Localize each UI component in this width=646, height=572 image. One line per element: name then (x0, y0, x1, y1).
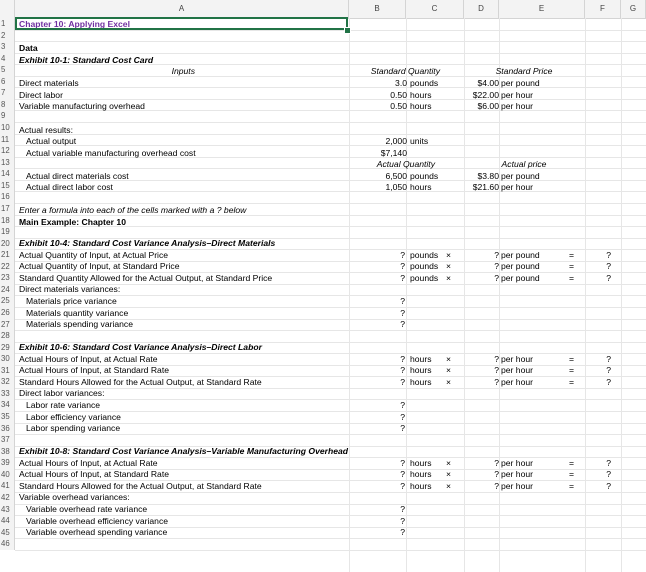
actual-voh-label[interactable]: Actual variable manufacturing overhead cost (26, 147, 196, 158)
ex_10_6-line-2-rate-unit[interactable]: per hour (501, 365, 534, 376)
row-header-35[interactable]: 35 (0, 411, 15, 423)
actual-results-title[interactable]: Actual results: (19, 124, 73, 135)
ex_10_8-variance-2-cell[interactable]: ? (400, 515, 405, 526)
row-header-2[interactable]: 2 (0, 30, 15, 42)
ex_10_8-line-3-rate-unit[interactable]: per hour (501, 480, 534, 491)
ex_10_8-variance-1-cell[interactable]: ? (400, 504, 405, 515)
ex_10_8-line-1[interactable]: Actual Hours of Input, at Actual Rate (19, 457, 158, 468)
ex_10_4-line-2-result-cell[interactable]: ? (606, 261, 611, 272)
main-example-label[interactable]: Main Example: Chapter 10 (19, 216, 126, 227)
ex_10_6-line-1-result-cell[interactable]: ? (606, 353, 611, 364)
row-header-36[interactable]: 36 (0, 423, 15, 435)
ex_10_6-line-3-result-cell[interactable]: ? (606, 376, 611, 387)
row-header-23[interactable]: 23 (0, 272, 15, 284)
row-header-21[interactable]: 21 (0, 249, 15, 261)
row-header-34[interactable]: 34 (0, 399, 15, 411)
dm-std-price-unit[interactable]: per pound (501, 78, 540, 88)
ex_10_6-variance-2-cell[interactable]: ? (400, 411, 405, 422)
select-all-corner[interactable] (0, 0, 15, 18)
actual-dm-price[interactable]: $3.80 (477, 170, 499, 181)
ex_10_8-line-3-qty-unit[interactable]: hours (410, 480, 432, 491)
ex_10_8-variance-3[interactable]: Variable overhead spending variance (26, 527, 168, 538)
ex_10_6-line-2-times-sign[interactable]: × (446, 365, 452, 376)
ex_10_6-title[interactable]: Exhibit 10-6: Standard Cost Variance Analysis–Direct Labor (19, 342, 262, 353)
ex_10_6-line-2-rate-cell[interactable]: ? (494, 365, 499, 376)
ex_10_4-line-3-rate-cell[interactable]: ? (494, 272, 499, 283)
row-header-9[interactable]: 9 (0, 110, 15, 122)
ex_10_4-line-2-times-sign[interactable]: × (446, 261, 452, 272)
row-gridline (15, 122, 646, 123)
ex_10_4-line-1[interactable]: Actual Quantity of Input, at Actual Price (19, 249, 169, 260)
row-gridline (15, 550, 646, 551)
row-header-14[interactable]: 14 (0, 168, 15, 180)
actual-dl-qty-unit[interactable]: hours (410, 182, 432, 192)
row-header-24[interactable]: 24 (0, 284, 15, 296)
actual-voh-value[interactable]: $7,140 (380, 147, 407, 158)
actual-dm-qty-unit[interactable]: pounds (410, 170, 439, 181)
column-header-b[interactable]: B (349, 0, 406, 18)
ex_10_4-line-2[interactable]: Actual Quantity of Input, at Standard Price (19, 261, 180, 272)
ex_10_6-line-1-qty-cell[interactable]: ? (400, 353, 405, 364)
row-header-45[interactable]: 45 (0, 527, 15, 539)
ex_10_4-variance-1-cell[interactable]: ? (400, 295, 405, 306)
ex_10_6-line-2-equals-sign[interactable]: = (569, 365, 575, 376)
ex_10_4-title[interactable]: Exhibit 10-4: Standard Cost Variance Analysis–Direct Materials (19, 238, 276, 249)
ex_10_6-line-2[interactable]: Actual Hours of Input, at Standard Rate (19, 365, 170, 376)
column-header-c[interactable]: C (406, 0, 464, 18)
column-header-e[interactable]: E (499, 0, 585, 18)
ex_10_4-line-1-rate-unit[interactable]: per pound (501, 249, 540, 260)
ex_10_8-variance-3-cell[interactable]: ? (400, 527, 405, 538)
row-header-20[interactable]: 20 (0, 238, 15, 250)
voh-std-qty-unit[interactable]: hours (410, 101, 432, 111)
column-header-f[interactable]: F (585, 0, 621, 18)
row-header-22[interactable]: 22 (0, 261, 15, 273)
row-gridline (15, 399, 646, 400)
ex_10_6-line-3-equals-sign[interactable]: = (569, 376, 575, 387)
dl-std-price[interactable]: $22.00 (472, 89, 499, 100)
ex_10_4-line-1-qty-cell[interactable]: ? (400, 249, 405, 260)
ex_10_8-line-2-rate-unit[interactable]: per hour (501, 469, 534, 480)
dl-std-price-unit[interactable]: per hour (501, 89, 534, 100)
row-header-30[interactable]: 30 (0, 353, 15, 365)
ex_10_8-line-1-equals-sign[interactable]: = (569, 457, 575, 468)
column-header-g[interactable]: G (621, 0, 646, 18)
row-header-19[interactable]: 19 (0, 226, 15, 238)
dm-std-price[interactable]: $4.00 (477, 78, 499, 88)
ex_10_6-line-3-qty-unit[interactable]: hours (410, 376, 432, 387)
ex_10_4-line-2-qty-cell[interactable]: ? (400, 261, 405, 272)
row-header-25[interactable]: 25 (0, 295, 15, 307)
std-price-header[interactable]: Standard Price (495, 66, 553, 76)
ex_10_4-line-1-rate-cell[interactable]: ? (494, 249, 499, 260)
ex_10_6-line-2-qty-unit[interactable]: hours (410, 365, 432, 376)
ex_10_8-variance-2[interactable]: Variable overhead efficiency variance (26, 515, 169, 526)
ex_10_4-line-3-qty-unit[interactable]: pounds (410, 272, 439, 283)
ex_10_6-line-3[interactable]: Standard Hours Allowed for the Actual Output, at Standard Rate (19, 376, 262, 387)
ex_10_8-variances-title[interactable]: Variable overhead variances: (19, 492, 130, 503)
row-header-8[interactable]: 8 (0, 99, 15, 111)
row-header-41[interactable]: 41 (0, 480, 15, 492)
ex_10_8-line-1-rate-unit[interactable]: per hour (501, 457, 534, 468)
row-header-18[interactable]: 18 (0, 215, 15, 227)
dl-std-qty-unit[interactable]: hours (410, 89, 432, 100)
row-header-31[interactable]: 31 (0, 365, 15, 377)
ex_10_8-line-1-times-sign[interactable]: × (446, 457, 452, 468)
row-gridline (15, 145, 646, 146)
actual-qty-header[interactable]: Actual Quantity (376, 159, 435, 169)
ex_10_8-line-1-rate-cell[interactable]: ? (494, 457, 499, 468)
ex_10_8-line-2-qty-cell[interactable]: ? (400, 469, 405, 480)
ex_10_6-line-1-rate-unit[interactable]: per hour (501, 353, 534, 364)
row-header-37[interactable]: 37 (0, 434, 15, 446)
row-header-6[interactable]: 6 (0, 76, 15, 88)
row-header-39[interactable]: 39 (0, 457, 15, 469)
ex_10_8-line-2-times-sign[interactable]: × (446, 469, 452, 480)
dm-std-qty[interactable]: 3.0 (395, 78, 407, 88)
row-header-17[interactable]: 17 (0, 203, 15, 215)
ex_10_4-variance-1[interactable]: Materials price variance (26, 295, 117, 306)
ex_10_4-line-1-times-sign[interactable]: × (446, 249, 452, 260)
ex_10_4-line-3-rate-unit[interactable]: per pound (501, 272, 540, 283)
row-header-38[interactable]: 38 (0, 446, 15, 458)
ex_10_6-line-1[interactable]: Actual Hours of Input, at Actual Rate (19, 353, 158, 364)
sheet-title[interactable]: Chapter 10: Applying Excel (19, 19, 130, 29)
row-header-46[interactable]: 46 (0, 538, 15, 550)
row-header-1[interactable]: 1 (0, 18, 15, 30)
ex_10_6-variance-2[interactable]: Labor efficiency variance (26, 411, 121, 422)
actual-dm-qty[interactable]: 6,500 (385, 170, 407, 181)
row-header-44[interactable]: 44 (0, 515, 15, 527)
ex_10_8-line-3[interactable]: Standard Hours Allowed for the Actual Output, at Standard Rate (19, 480, 262, 491)
actual-output-value[interactable]: 2,000 (385, 136, 407, 146)
row-header-28[interactable]: 28 (0, 330, 15, 342)
ex_10_4-variance-3[interactable]: Materials spending variance (26, 319, 134, 330)
row-header-15[interactable]: 15 (0, 180, 15, 192)
ex_10_6-variance-1-cell[interactable]: ? (400, 399, 405, 410)
ex_10_6-line-3-rate-cell[interactable]: ? (494, 376, 499, 387)
voh-std-price-unit[interactable]: per hour (501, 101, 534, 111)
row-header-4[interactable]: 4 (0, 53, 15, 65)
ex_10_6-variance-3-cell[interactable]: ? (400, 423, 405, 434)
row-header-32[interactable]: 32 (0, 376, 15, 388)
dm-std-qty-unit[interactable]: pounds (410, 78, 439, 88)
ex_10_4-variances-title[interactable]: Direct materials variances: (19, 284, 121, 295)
ex_10_8-line-2-equals-sign[interactable]: = (569, 469, 575, 480)
row-header-16[interactable]: 16 (0, 191, 15, 203)
row-header-7[interactable]: 7 (0, 87, 15, 99)
ex_10_6-line-2-result-cell[interactable]: ? (606, 365, 611, 376)
row-gridline (15, 134, 646, 135)
row-gridline (15, 99, 646, 100)
dl-std-qty[interactable]: 0.50 (390, 89, 407, 100)
fill-handle[interactable] (344, 27, 351, 34)
ex_10_4-line-2-rate-cell[interactable]: ? (494, 261, 499, 272)
dl-label[interactable]: Direct labor (19, 89, 63, 100)
row-header-5[interactable]: 5 (0, 64, 15, 76)
ex_10_4-line-1-equals-sign[interactable]: = (569, 249, 575, 260)
ex_10_4-line-3-result-cell[interactable]: ? (606, 272, 611, 283)
voh-std-price[interactable]: $6.00 (477, 101, 499, 111)
actual-output-label[interactable]: Actual output (26, 136, 77, 146)
actual-dl-price-unit[interactable]: per hour (501, 182, 534, 192)
ex_10_4-line-1-qty-unit[interactable]: pounds (410, 249, 439, 260)
ex_10_8-line-3-equals-sign[interactable]: = (569, 480, 575, 491)
ex_10_8-line-1-result-cell[interactable]: ? (606, 457, 611, 468)
row-header-10[interactable]: 10 (0, 122, 15, 134)
ex_10_6-line-2-qty-cell[interactable]: ? (400, 365, 405, 376)
row-header-29[interactable]: 29 (0, 342, 15, 354)
ex_10_6-variances-title[interactable]: Direct labor variances: (19, 388, 105, 399)
row-header-42[interactable]: 42 (0, 492, 15, 504)
ex_10_8-line-1-qty-unit[interactable]: hours (410, 457, 432, 468)
ex_10_4-line-3[interactable]: Standard Quantity Allowed for the Actual Output, at Standard Price (19, 272, 273, 283)
ex_10_8-variance-1[interactable]: Variable overhead rate variance (26, 504, 148, 515)
ex_10_6-variance-1[interactable]: Labor rate variance (26, 399, 101, 410)
inputs-header[interactable]: Inputs (171, 66, 195, 76)
exhibit-10-1-title[interactable]: Exhibit 10-1: Standard Cost Card (19, 54, 154, 65)
ex_10_6-line-3-times-sign[interactable]: × (446, 376, 452, 387)
row-header-40[interactable]: 40 (0, 469, 15, 481)
actual-dm-price-unit[interactable]: per pound (501, 170, 540, 181)
ex_10_4-line-2-rate-unit[interactable]: per pound (501, 261, 540, 272)
row-gridline (15, 41, 646, 42)
ex_10_8-line-1-qty-cell[interactable]: ? (400, 457, 405, 468)
ex_10_4-line-3-equals-sign[interactable]: = (569, 272, 575, 283)
row-header-12[interactable]: 12 (0, 145, 15, 157)
ex_10_4-variance-3-cell[interactable]: ? (400, 319, 405, 330)
ex_10_4-line-3-times-sign[interactable]: × (446, 272, 452, 283)
ex_10_4-line-2-qty-unit[interactable]: pounds (410, 261, 439, 272)
dm-label[interactable]: Direct materials (19, 78, 79, 88)
ex_10_6-line-1-rate-cell[interactable]: ? (494, 353, 499, 364)
actual-output-unit[interactable]: units (410, 136, 429, 146)
ex_10_8-line-2-qty-unit[interactable]: hours (410, 469, 432, 480)
voh-label[interactable]: Variable manufacturing overhead (19, 101, 145, 111)
row-gridline (15, 87, 646, 88)
active-cell-selection (15, 17, 348, 30)
ex_10_4-line-1-result-cell[interactable]: ? (606, 249, 611, 260)
ex_10_6-variance-3[interactable]: Labor spending variance (26, 423, 121, 434)
actual-dl-label[interactable]: Actual direct labor cost (26, 182, 113, 192)
row-header-43[interactable]: 43 (0, 504, 15, 516)
row-header-27[interactable]: 27 (0, 319, 15, 331)
ex_10_8-line-2[interactable]: Actual Hours of Input, at Standard Rate (19, 469, 170, 480)
column-header-a[interactable]: A (15, 0, 349, 18)
ex_10_8-line-3-times-sign[interactable]: × (446, 480, 452, 491)
ex_10_6-line-1-equals-sign[interactable]: = (569, 353, 575, 364)
ex_10_6-line-3-qty-cell[interactable]: ? (400, 376, 405, 387)
actual-dm-label[interactable]: Actual direct materials cost (26, 170, 129, 181)
ex_10_6-line-1-qty-unit[interactable]: hours (410, 353, 432, 364)
column-header-d[interactable]: D (464, 0, 499, 18)
actual-dl-price[interactable]: $21.60 (472, 182, 499, 192)
ex_10_4-line-2-equals-sign[interactable]: = (569, 261, 575, 272)
ex_10_8-line-2-rate-cell[interactable]: ? (494, 469, 499, 480)
row-header-11[interactable]: 11 (0, 134, 15, 146)
ex_10_4-variance-2[interactable]: Materials quantity variance (26, 307, 129, 318)
actual-price-header[interactable]: Actual price (501, 159, 547, 169)
row-gridline (15, 203, 646, 204)
instructions-text[interactable]: Enter a formula into each of the cells marked with a ? below (19, 205, 247, 215)
ex_10_8-title[interactable]: Exhibit 10-8: Standard Cost Variance Analysis–Variable Manufacturing Overhead (19, 446, 349, 457)
data-label[interactable]: Data (19, 43, 38, 53)
ex_10_8-line-2-result-cell[interactable]: ? (606, 469, 611, 480)
row-header-3[interactable]: 3 (0, 41, 15, 53)
std-qty-header[interactable]: Standard Quantity (370, 66, 440, 76)
ex_10_8-line-3-rate-cell[interactable]: ? (494, 480, 499, 491)
ex_10_8-line-3-result-cell[interactable]: ? (606, 480, 611, 491)
ex_10_6-line-1-times-sign[interactable]: × (446, 353, 452, 364)
ex_10_6-line-3-rate-unit[interactable]: per hour (501, 376, 534, 387)
ex_10_4-line-3-qty-cell[interactable]: ? (400, 272, 405, 283)
voh-std-qty[interactable]: 0.50 (390, 101, 407, 111)
row-header-26[interactable]: 26 (0, 307, 15, 319)
ex_10_4-variance-2-cell[interactable]: ? (400, 307, 405, 318)
row-header-33[interactable]: 33 (0, 388, 15, 400)
ex_10_8-line-3-qty-cell[interactable]: ? (400, 480, 405, 491)
actual-dl-qty[interactable]: 1,050 (385, 182, 407, 192)
row-header-13[interactable]: 13 (0, 157, 15, 169)
